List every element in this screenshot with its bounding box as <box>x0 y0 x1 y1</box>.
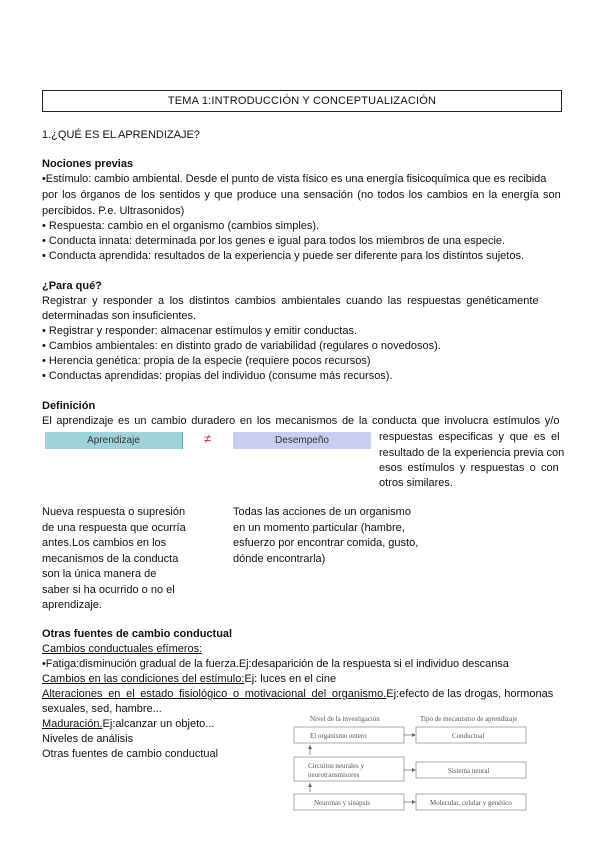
desempeno-desc-line: esfuerzo por encontrar comida, gusto, <box>233 537 419 549</box>
page-title: TEMA 1:INTRODUCCIÓN Y CONCEPTUALIZACIÓN <box>167 95 437 107</box>
bullet-conducta-innata: • Conducta innata: determinada por los genes e igual para todos los miembros de una especie. <box>42 235 506 247</box>
definicion-right-4: otros similares. <box>379 477 453 489</box>
diagram-label-circuitos-b: neurotransmisores <box>308 771 360 779</box>
bullet-respuesta: • Respuesta: cambio en el organismo (cambios simples). <box>42 220 320 232</box>
condiciones-example: Ej: luces en el cine <box>244 673 337 685</box>
definicion-right-2: resultado de la experiencia previa con <box>379 447 565 459</box>
alteraciones-example: Ej:efecto de las drogas, hormonas <box>386 688 554 700</box>
aprendizaje-desc-line: mecanismos de la conducta <box>42 552 179 565</box>
otras-fuentes-2: Otras fuentes de cambio conductual <box>42 748 219 760</box>
niveles-analisis: Niveles de análisis <box>42 733 134 745</box>
estimulo-line-2: por los órganos de los sentidos y que produce una sensación (no todos los cambios en la energía son <box>42 189 561 201</box>
desempeno-label: Desempeño <box>275 435 329 446</box>
desempeno-desc-line: dónde encontrarla) <box>233 552 326 565</box>
paraque-line-2: determinadas son insuficientes. <box>42 310 197 322</box>
aprendizaje-desc-line: antes.Los cambios en los <box>42 537 167 549</box>
diagram-label-organismo: El organismo entero <box>310 732 367 740</box>
diagram-label-neuronas: Neuronas y sinapsis <box>314 799 370 807</box>
maduracion-label: Maduración. <box>42 718 103 730</box>
aprendizaje-desc-line: de una respuesta que ocurría <box>42 521 186 534</box>
alteraciones-line <box>42 687 562 702</box>
heading-definicion: Definición <box>42 400 96 412</box>
bullet-registrar: • Registrar y responder: almacenar estímulos y emitir conductas. <box>42 325 358 337</box>
desempeno-desc-line: en un momento particular (hambre, <box>233 521 405 534</box>
bullet-herencia: • Herencia genética: propia de la especie (requiere pocos recursos) <box>42 355 371 367</box>
maduracion-example: Ej:alcanzar un objeto... <box>102 718 215 730</box>
condiciones-line <box>42 672 562 687</box>
not-equal-sign: ≠ <box>204 431 212 446</box>
bullet-conductas: • Conductas aprendidas: propias del individuo (consume más recursos). <box>42 370 393 382</box>
alteraciones-cont: sexuales, sed, hambre... <box>42 703 162 715</box>
diagram-label-conductual: Conductual <box>452 732 485 740</box>
definicion-right-1: respuestas especificas y que es el <box>379 431 560 443</box>
aprendizaje-desc-line: Nueva respuesta o supresión <box>42 506 186 518</box>
diagram-label-neural: Sistema neural <box>448 767 490 775</box>
diagram-label-molecular: Molecular, celular y genético <box>430 799 512 807</box>
alteraciones-label: Alteraciones en el estado fisiológico o motivacional del organismo. <box>42 688 387 700</box>
desempeno-box <box>233 432 371 449</box>
desempeno-desc-line: Todas las acciones de un organismo <box>233 506 411 518</box>
diagram-up-arrowhead-2 <box>308 783 312 787</box>
aprendizaje-desc-line: aprendizaje. <box>42 599 102 611</box>
sub-cambios-efimeros: Cambios conductuales efímeros: <box>42 643 203 655</box>
heading-otras-fuentes: Otras fuentes de cambio conductual <box>42 628 233 640</box>
desempeno-description <box>233 505 473 567</box>
diagram-head-right: Tipo de mecanismo de aprendizaje <box>420 715 518 723</box>
definicion-line-1: El aprendizaje es un cambio duradero en los mecanismos de la conducta que involucra estímulos y/o <box>42 415 560 427</box>
bullet-conducta-aprendida: • Conducta aprendida: resultados de la experiencia y puede ser diferente para los distintos sujetos. <box>42 250 525 262</box>
diagram-arrowhead-2 <box>412 768 416 772</box>
maduracion-line <box>42 717 272 732</box>
diagram-arrowhead-1 <box>412 733 416 737</box>
aprendizaje-desc-line: saber si ha ocurrido o no el <box>42 583 175 596</box>
diagram-head-left: Nivel de la investigación <box>310 715 380 723</box>
estimulo-line-3: percibidos. P.e. Ultrasonidos) <box>42 205 185 217</box>
title-box <box>42 90 562 112</box>
definicion-right-3: esos estímulos y respuestas o con <box>379 462 559 474</box>
diagram-arrowhead-3 <box>412 800 416 804</box>
aprendizaje-desc-line: son la única manera de <box>42 568 157 580</box>
levels-diagram <box>280 712 550 814</box>
heading-para-que: ¿Para qué? <box>42 280 102 292</box>
heading-nociones: Nociones previas <box>42 158 134 170</box>
diagram-up-arrowhead-1 <box>308 745 312 749</box>
fatiga-line: •Fatiga:disminución gradual de la fuerza.Ej:desaparición de la respuesta si el individuo descansa <box>42 658 509 670</box>
aprendizaje-box <box>45 432 183 449</box>
condiciones-label: Cambios en las condiciones del estímulo: <box>42 673 245 685</box>
aprendizaje-description <box>42 505 222 614</box>
bullet-cambios: • Cambios ambientales: en distinto grado de variabilidad (regulares o novedosos). <box>42 340 441 352</box>
section-question: 1.¿QUÉ ES EL APRENDIZAJE? <box>42 129 200 141</box>
estimulo-line-1: •Estímulo: cambio ambiental. Desde el punto de vista físico es una energía fisicoquímica que es recibida <box>42 173 547 185</box>
paraque-line-1: Registrar y responder a los distintos cambios ambientales cuando las respuestas genéticamente <box>42 295 539 307</box>
aprendizaje-label: Aprendizaje <box>87 435 140 446</box>
diagram-label-circuitos-a: Circuitos neurales y <box>308 762 364 770</box>
